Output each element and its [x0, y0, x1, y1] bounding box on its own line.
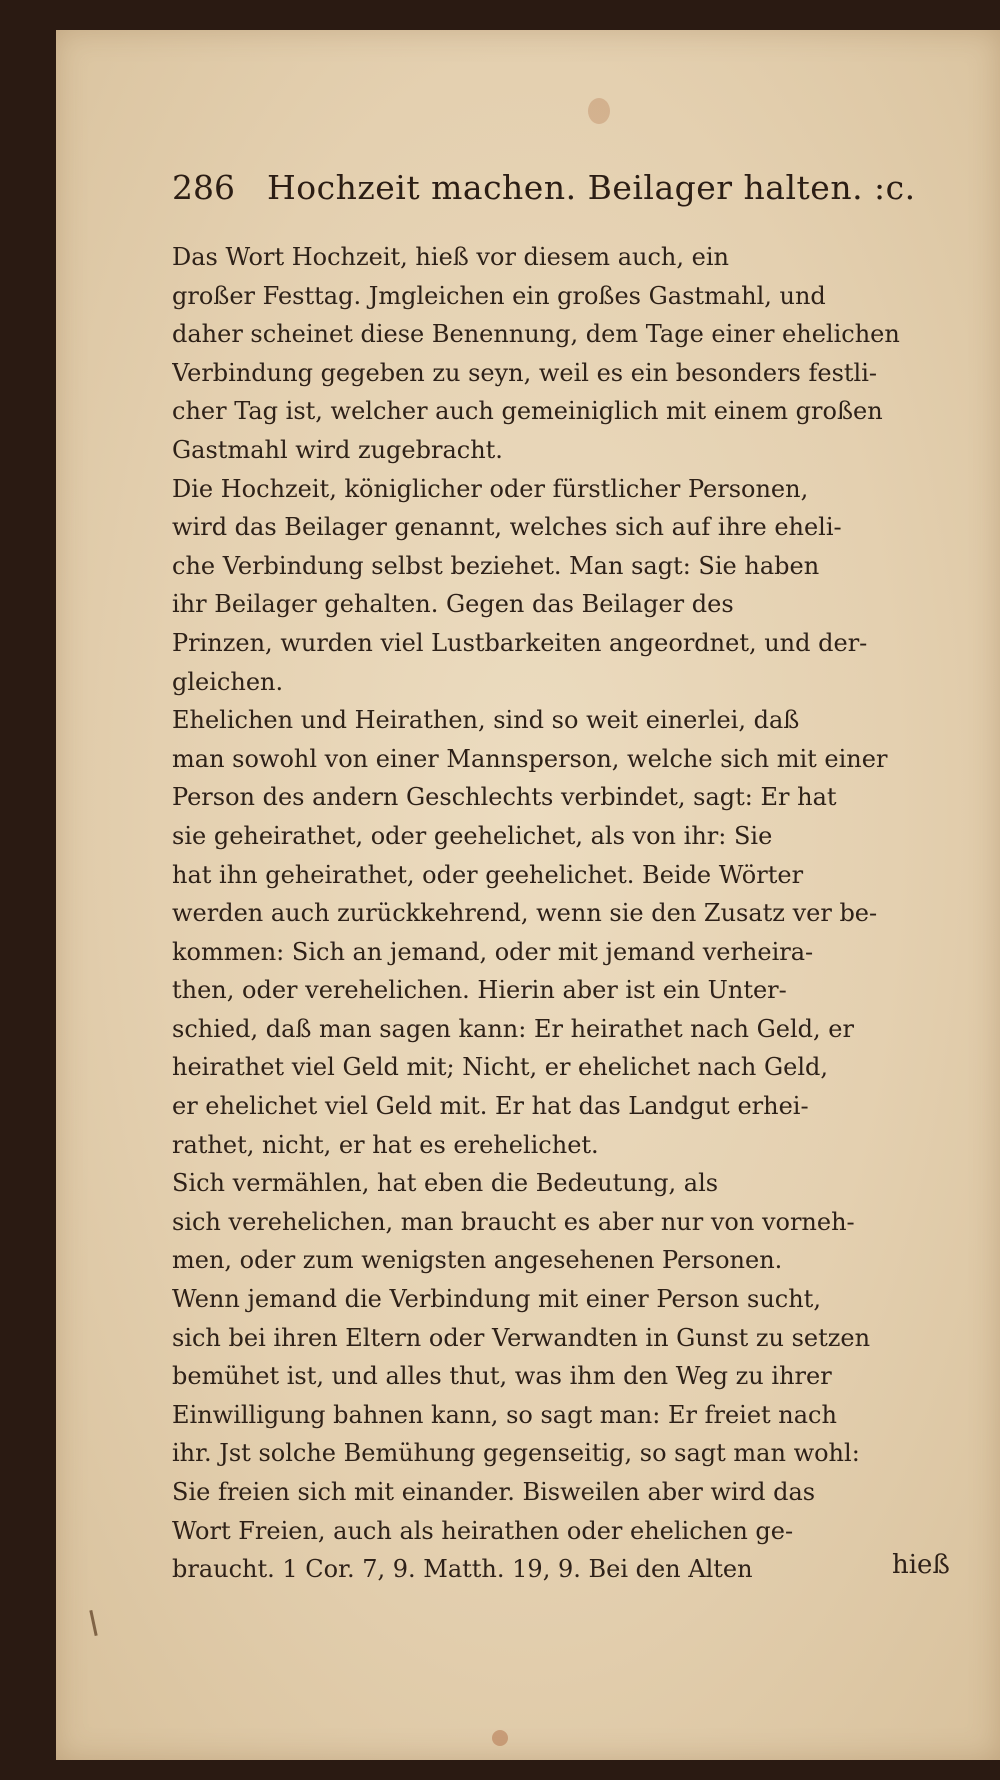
- text-line: man sowohl von einer Mannsperson, welche sich mit einer: [172, 744, 888, 773]
- paper-stain: [588, 98, 610, 124]
- catchword: hieß: [892, 1550, 950, 1580]
- text-line: werden auch zurückkehrend, wenn sie den Zusatz ver be-: [172, 899, 878, 928]
- page-number: 286: [172, 168, 235, 207]
- ink-mark: [89, 1610, 97, 1636]
- paper-stain: [492, 1730, 508, 1746]
- body-text: [172, 238, 944, 1589]
- text-line: ihr. Jst solche Bemühung gegenseitig, so sagt man wohl:: [172, 1439, 860, 1468]
- text-line: schied, daß man sagen kann: Er heirathet nach Geld, er: [172, 1014, 854, 1043]
- text-line: Prinzen, wurden viel Lustbarkeiten angeordnet, und der-: [172, 628, 868, 657]
- running-head: Hochzeit machen. Beilager halten. :c.: [267, 168, 916, 207]
- text-line: daher scheinet diese Benennung, dem Tage einer ehelichen: [172, 320, 900, 349]
- text-line: Sie freien sich mit einander. Bisweilen aber wird das: [172, 1478, 816, 1506]
- text-line: Sich vermählen, hat eben die Bedeutung, als: [172, 1169, 719, 1198]
- text-line: Verbindung gegeben zu seyn, weil es ein besonders festli-: [172, 358, 877, 387]
- text-line: sich bei ihren Eltern oder Verwandten in Gunst zu setzen: [172, 1323, 871, 1352]
- text-line: cher Tag ist, welcher auch gemeiniglich mit einem großen: [172, 397, 883, 426]
- text-line: gleichen.: [172, 667, 284, 696]
- text-line: rathet, nicht, er hat es erehelichet.: [172, 1130, 599, 1159]
- text-line: ihr Beilager gehalten. Gegen das Beilager des: [172, 590, 734, 619]
- text-line: Ehelichen und Heirathen, sind so weit einerlei, daß: [172, 706, 800, 735]
- text-line: heirathet viel Geld mit; Nicht, er ehelichet nach Geld,: [172, 1053, 828, 1082]
- text-line: er ehelichet viel Geld mit. Er hat das Landgut erhei-: [172, 1092, 809, 1121]
- text-line: Die Hochzeit, königlicher oder fürstlicher Personen,: [172, 474, 809, 503]
- text-line: bemühet ist, und alles thut, was ihm den Weg zu ihrer: [172, 1362, 832, 1391]
- text-line: hat ihn geheirathet, oder geehelichet. Beide Wörter: [172, 860, 804, 889]
- text-line: wird das Beilager genannt, welches sich auf ihre eheli-: [172, 513, 842, 542]
- text-line: großer Festtag. Jmgleichen ein großes Gastmahl, und: [172, 281, 826, 310]
- text-line: Einwilligung bahnen kann, so sagt man: Er freiet nach: [172, 1400, 837, 1429]
- text-line: sie geheirathet, oder geehelichet, als von ihr: Sie: [172, 821, 773, 850]
- text-line: kommen: Sich an jemand, oder mit jemand verheira-: [172, 937, 814, 966]
- text-line: men, oder zum wenigsten angesehenen Personen.: [172, 1246, 783, 1275]
- text-line: then, oder verehelichen. Hierin aber ist ein Unter-: [172, 976, 787, 1005]
- text-line: Wort Freien, auch als heirathen oder ehelichen ge-: [172, 1516, 794, 1545]
- text-line: Gastmahl wird zugebracht.: [172, 435, 503, 464]
- text-line: che Verbindung selbst beziehet. Man sagt: Sie haben: [172, 551, 820, 580]
- text-line: braucht. 1 Cor. 7, 9. Matth. 19, 9. Bei den Alten: [172, 1555, 753, 1584]
- text-line: Person des andern Geschlechts verbindet, sagt: Er hat: [172, 783, 837, 812]
- text-line: Wenn jemand die Verbindung mit einer Person sucht,: [172, 1285, 821, 1314]
- text-line: sich verehelichen, man braucht es aber nur von vorneh-: [172, 1207, 855, 1236]
- text-line: Das Wort Hochzeit, hieß vor diesem auch, ein: [172, 243, 729, 271]
- page-header: [172, 168, 932, 212]
